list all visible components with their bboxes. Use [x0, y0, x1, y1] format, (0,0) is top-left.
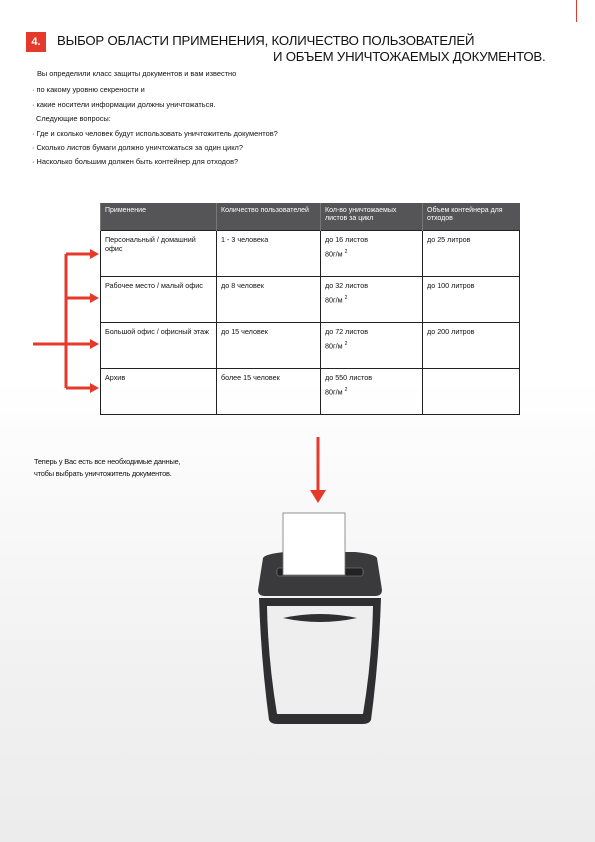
unit-text: 80г/м — [325, 295, 343, 305]
header-sheets: Кол-во уничтожаемых листов за цикл — [321, 203, 423, 231]
question-item: · Сколько листов бумаги должно уничтожаться за один цикл? — [32, 143, 243, 152]
cell-container: до 200 литров — [423, 323, 520, 369]
question-item: · Где и сколько человек будут использовать уничтожитель документов? — [32, 129, 278, 138]
cell-sheets — [321, 323, 423, 369]
arrow-right-icon — [90, 383, 99, 393]
header-application: Применение — [101, 203, 217, 231]
unit-sup: 2 — [344, 295, 348, 301]
cell-sheets — [321, 277, 423, 323]
table-row — [101, 277, 520, 323]
intro-line: · по какому уровню секрености и — [32, 84, 145, 94]
unit-text: 80г/м — [325, 387, 343, 397]
intro-line: · какие носители информации должны уничтожаться. — [32, 100, 216, 109]
questions-list — [32, 127, 278, 169]
arrow-right-icon — [90, 339, 99, 349]
section-number-badge: 4. — [26, 32, 46, 52]
conclusion-line: Теперь у Вас есть все необходимые данные, — [34, 457, 181, 466]
arrow-down-icon — [310, 437, 326, 503]
table-row — [101, 323, 520, 369]
paper-weight — [325, 386, 418, 396]
cell-application: Персональный / домашний офис — [101, 231, 217, 277]
unit-sup: 2 — [344, 387, 348, 393]
bracket-arrows — [0, 240, 110, 410]
application-table — [100, 203, 520, 415]
cell-users: более 15 человек — [217, 369, 321, 415]
questions-heading: Следующие вопросы: — [36, 114, 111, 123]
corner-decoration — [576, 0, 577, 22]
unit-sup: 2 — [344, 249, 348, 255]
cell-sheets — [321, 231, 423, 277]
sheets-value: до 550 листов — [325, 373, 373, 382]
conclusion-text — [34, 456, 180, 480]
cell-container: до 25 литров — [423, 231, 520, 277]
cell-users: до 8 человек — [217, 277, 321, 323]
sheets-value: до 16 листов — [325, 235, 369, 244]
shredder-bin-front — [267, 606, 373, 714]
cell-application: Архив — [101, 369, 217, 415]
cell-users: 1 - 3 человека — [217, 231, 321, 277]
paper-weight — [325, 248, 418, 258]
unit-sup: 2 — [344, 341, 348, 347]
sheets-value: до 72 листов — [325, 327, 369, 336]
header-container: Объем контейнера для отходов — [423, 203, 520, 231]
header-users: Количество пользователей — [217, 203, 321, 231]
paper-sheet — [283, 513, 345, 575]
cell-application: Большой офис / офисный этаж — [101, 323, 217, 369]
intro-text — [32, 66, 236, 113]
conclusion-line: чтобы выбрать уничтожитель документов. — [34, 469, 172, 478]
arrow-right-icon — [90, 249, 99, 259]
cell-sheets — [321, 369, 423, 415]
question-item: · Насколько большим должен быть контейнер для отходов? — [32, 157, 239, 166]
sheets-value: до 32 листов — [325, 281, 369, 290]
table-row — [101, 231, 520, 277]
paper-weight — [325, 340, 418, 350]
cell-application: Рабочее место / малый офис — [101, 277, 217, 323]
arrow-right-icon — [90, 293, 99, 303]
section-title-line1: ВЫБОР ОБЛАСТИ ПРИМЕНЕНИЯ, КОЛИЧЕСТВО ПОЛЬЗОВАТЕЛЕЙ — [57, 33, 475, 48]
cell-container — [423, 369, 520, 415]
shredder-illustration — [245, 430, 395, 730]
cell-container: до 100 литров — [423, 277, 520, 323]
cell-users: до 15 человек — [217, 323, 321, 369]
unit-text: 80г/м — [325, 249, 343, 259]
unit-text: 80г/м — [325, 341, 343, 351]
table-row — [101, 369, 520, 415]
paper-weight — [325, 294, 418, 304]
intro-line: Вы определили класс защиты документов и вам известно — [37, 69, 237, 78]
table-header-row — [101, 203, 520, 231]
section-title-line2: И ОБЪЕМ УНИЧТОЖАЕМЫХ ДОКУМЕНТОВ. — [273, 49, 546, 64]
